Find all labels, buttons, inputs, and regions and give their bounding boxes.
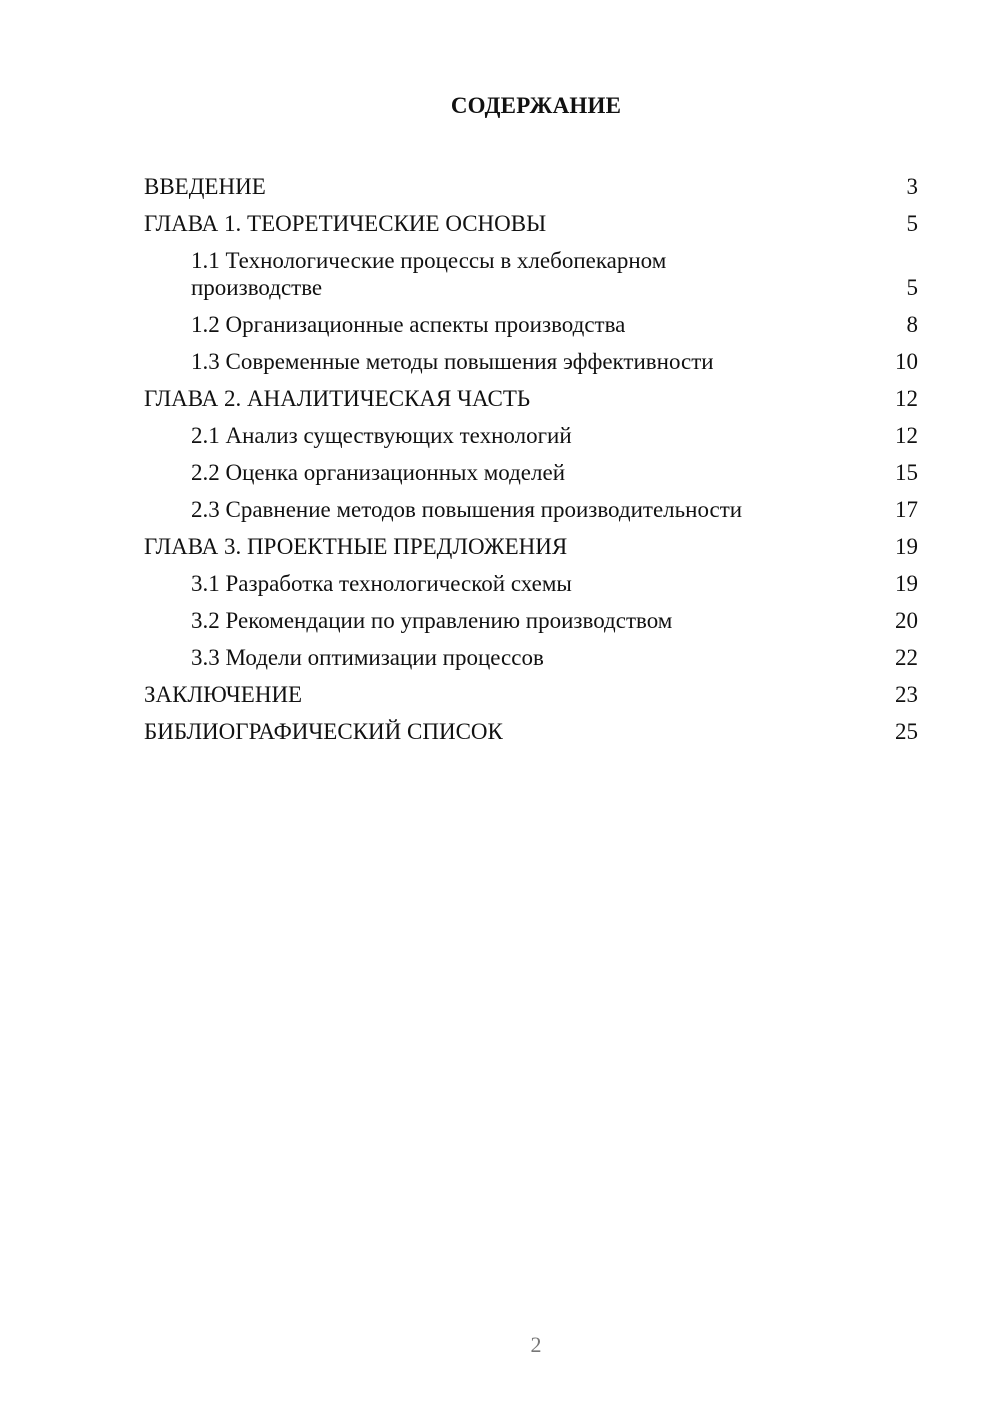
toc-entry[interactable] <box>144 380 918 417</box>
toc-entry-page: 15 <box>895 460 918 485</box>
toc-entry[interactable] <box>144 528 918 565</box>
toc-entry[interactable] <box>144 306 918 343</box>
page-number: 2 <box>530 1332 542 1357</box>
toc-entry-page: 17 <box>895 497 918 522</box>
toc-entry-label: 1.3 Современные методы повышения эффективности <box>191 349 714 374</box>
toc-entry-page: 5 <box>906 275 918 300</box>
toc-entry-label: ГЛАВА 1. ТЕОРЕТИЧЕСКИЕ ОСНОВЫ <box>144 211 547 236</box>
toc-entry-page: 5 <box>906 211 918 236</box>
toc-entry[interactable] <box>144 205 918 242</box>
toc-entry-label: БИБЛИОГРАФИЧЕСКИЙ СПИСОК <box>144 719 503 744</box>
toc-entry-page: 8 <box>906 312 918 337</box>
toc-entry[interactable] <box>144 676 918 713</box>
toc-entry-label: 1.2 Организационные аспекты производства <box>191 312 626 337</box>
table-of-contents <box>144 168 918 750</box>
toc-entry-label: ГЛАВА 3. ПРОЕКТНЫЕ ПРЕДЛОЖЕНИЯ <box>144 534 568 559</box>
toc-entry-page: 19 <box>895 571 918 596</box>
toc-entry-label: ЗАКЛЮЧЕНИЕ <box>144 682 303 707</box>
page-title: СОДЕРЖАНИЕ <box>450 93 622 118</box>
toc-entry-page: 22 <box>895 645 918 670</box>
toc-entry-label: 2.1 Анализ существующих технологий <box>191 423 572 448</box>
toc-entry[interactable] <box>144 454 918 491</box>
toc-entry-label: ГЛАВА 2. АНАЛИТИЧЕСКАЯ ЧАСТЬ <box>144 386 531 411</box>
toc-entry-label: 1.1 Технологические процессы в хлебопекарном производстве <box>191 248 667 300</box>
toc-entry[interactable] <box>144 565 918 602</box>
toc-entry[interactable] <box>144 713 918 750</box>
toc-entry[interactable] <box>144 602 918 639</box>
toc-entry[interactable] <box>144 639 918 676</box>
toc-entry[interactable] <box>144 417 918 454</box>
toc-entry-label: 3.1 Разработка технологической схемы <box>191 571 572 596</box>
toc-entry[interactable] <box>144 343 918 380</box>
toc-entry[interactable] <box>144 168 918 205</box>
toc-entry-label: 3.2 Рекомендации по управлению производством <box>191 608 673 633</box>
toc-entry-page: 19 <box>895 534 918 559</box>
toc-entry-label: 2.2 Оценка организационных моделей <box>191 460 566 485</box>
toc-entry-page: 20 <box>895 608 918 633</box>
toc-entry-page: 12 <box>895 423 918 448</box>
toc-entry-label: 2.3 Сравнение методов повышения производительности <box>191 497 743 522</box>
toc-entry-label: ВВЕДЕНИЕ <box>144 174 266 199</box>
toc-entry[interactable] <box>144 242 918 306</box>
toc-entry-page: 23 <box>895 682 918 707</box>
toc-entry-label: 3.3 Модели оптимизации процессов <box>191 645 544 670</box>
toc-entry[interactable] <box>144 491 918 528</box>
toc-entry-page: 10 <box>895 349 918 374</box>
toc-entry-page: 25 <box>895 719 918 744</box>
toc-entry-page: 12 <box>895 386 918 411</box>
toc-entry-page: 3 <box>906 174 918 199</box>
